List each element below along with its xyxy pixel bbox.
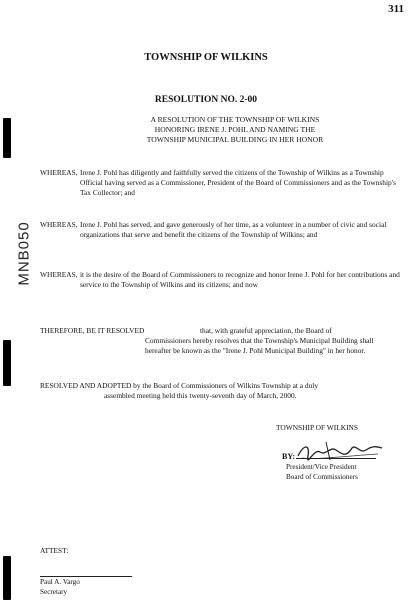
whereas-label: WHEREAS, bbox=[40, 220, 78, 229]
side-code-stamp: MNB050 bbox=[15, 221, 33, 286]
whereas-text: it is the desire of the Board of Commissioners to recognize and honor Irene J. Pohl for her contributions and service to the Township of Wilkins and its citizens; and now bbox=[80, 270, 400, 289]
margin-bar-top bbox=[3, 118, 11, 158]
heading-line: TOWNSHIP MUNICIPAL BUILDING IN HER HONOR bbox=[146, 135, 324, 144]
resolved-text: assembled meeting held this twenty-seventh day of March, 2000. bbox=[104, 391, 297, 400]
therefore-label: THEREFORE, BE IT RESOLVED bbox=[40, 326, 145, 335]
whereas-text: Irene J. Pohl has served, and gave generously of her time, as a volunteer in a number of civic and social organizations that serve and benefit the citizens of the Township of Wilkins; and bbox=[80, 220, 387, 239]
margin-bar-middle bbox=[3, 340, 11, 386]
resolution-number: RESOLUTION NO. 2-00 bbox=[154, 95, 258, 105]
signature-title-line: President/Vice President bbox=[286, 463, 357, 471]
signature-organization: TOWNSHIP OF WILKINS bbox=[276, 423, 358, 432]
heading-line: HONORING IRENE J. POHL AND NAMING THE bbox=[154, 125, 316, 134]
signature-title bbox=[286, 462, 358, 482]
attest-label: ATTEST: bbox=[40, 546, 69, 555]
attest-role: Secretary bbox=[40, 588, 68, 596]
whereas-label: WHEREAS, bbox=[40, 270, 78, 279]
signature-by-label: BY: bbox=[282, 452, 296, 461]
signature-line bbox=[296, 458, 376, 459]
whereas-label: WHEREAS, bbox=[40, 168, 78, 177]
heading-line: A RESOLUTION OF THE TOWNSHIP OF WILKINS bbox=[150, 115, 320, 124]
resolved-first-line: RESOLVED AND ADOPTED by the Board of Commissioners of Wilkins Township at a duly bbox=[40, 381, 319, 390]
signature-title-line: Board of Commissioners bbox=[286, 473, 358, 481]
document-title: TOWNSHIP OF WILKINS bbox=[144, 52, 268, 63]
attest-signatory bbox=[40, 577, 80, 597]
attest-name: Paul A. Vargo bbox=[40, 578, 80, 586]
whereas-text: Irene J. Pohl has diligently and faithfully served the citizens of the Township of Wilkins as a Township Official having served as a Commissioner, President of the Board of Commissioners and as the Township's Tax Collector; and bbox=[80, 168, 396, 197]
therefore-text: Commissioners hereby resolves that the Township's Municipal Building shall hereafter be known as the "Irene J. Pohl Municipal Building" in her honor. bbox=[145, 336, 374, 355]
page-number: 311 bbox=[388, 3, 404, 15]
resolution-heading bbox=[80, 115, 390, 145]
therefore-first-line: that, with grateful appreciation, the Board of bbox=[200, 326, 332, 335]
margin-bar-bottom bbox=[3, 556, 11, 600]
